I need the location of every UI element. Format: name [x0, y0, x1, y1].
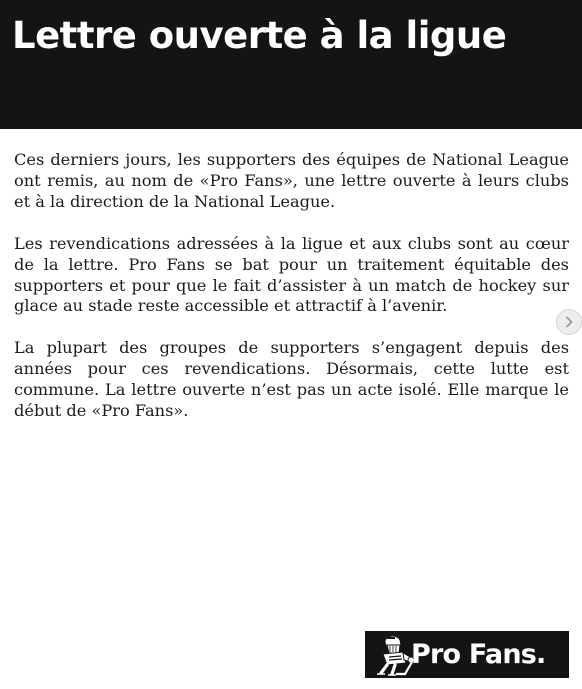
- pro-fans-logo: [365, 631, 569, 678]
- paragraph-1: Ces derniers jours, les supporters des équipes de National League ont remis, au nom de «Pro Fans», une lettre ouverte à leurs clubs et à la direction de la National League.: [14, 150, 569, 211]
- logo-text: Pro Fans.: [411, 639, 546, 670]
- page-title: Lettre ouverte à la ligue: [12, 14, 507, 57]
- carousel-next-button[interactable]: [556, 309, 582, 335]
- paragraph-2: Les revendications adressées à la ligue et aux clubs sont au cœur de la lettre. Pro Fans se bat pour un traitement équitable des supporters et pour que le fait d’assister à un match de hockey sur glace au stade reste accessible et attractif à l’avenir.: [14, 233, 569, 316]
- chevron-right-icon: [563, 316, 575, 328]
- paragraph-3: La plupart des groupes de supporters s’engagent depuis des années pour ces revendications. Désormais, cette lutte est commune. La lettre ouverte n’est pas un acte isolé. Elle marque le début de «Pro Fans».: [14, 338, 569, 421]
- header-banner: [0, 0, 582, 129]
- letter-body: [14, 150, 569, 443]
